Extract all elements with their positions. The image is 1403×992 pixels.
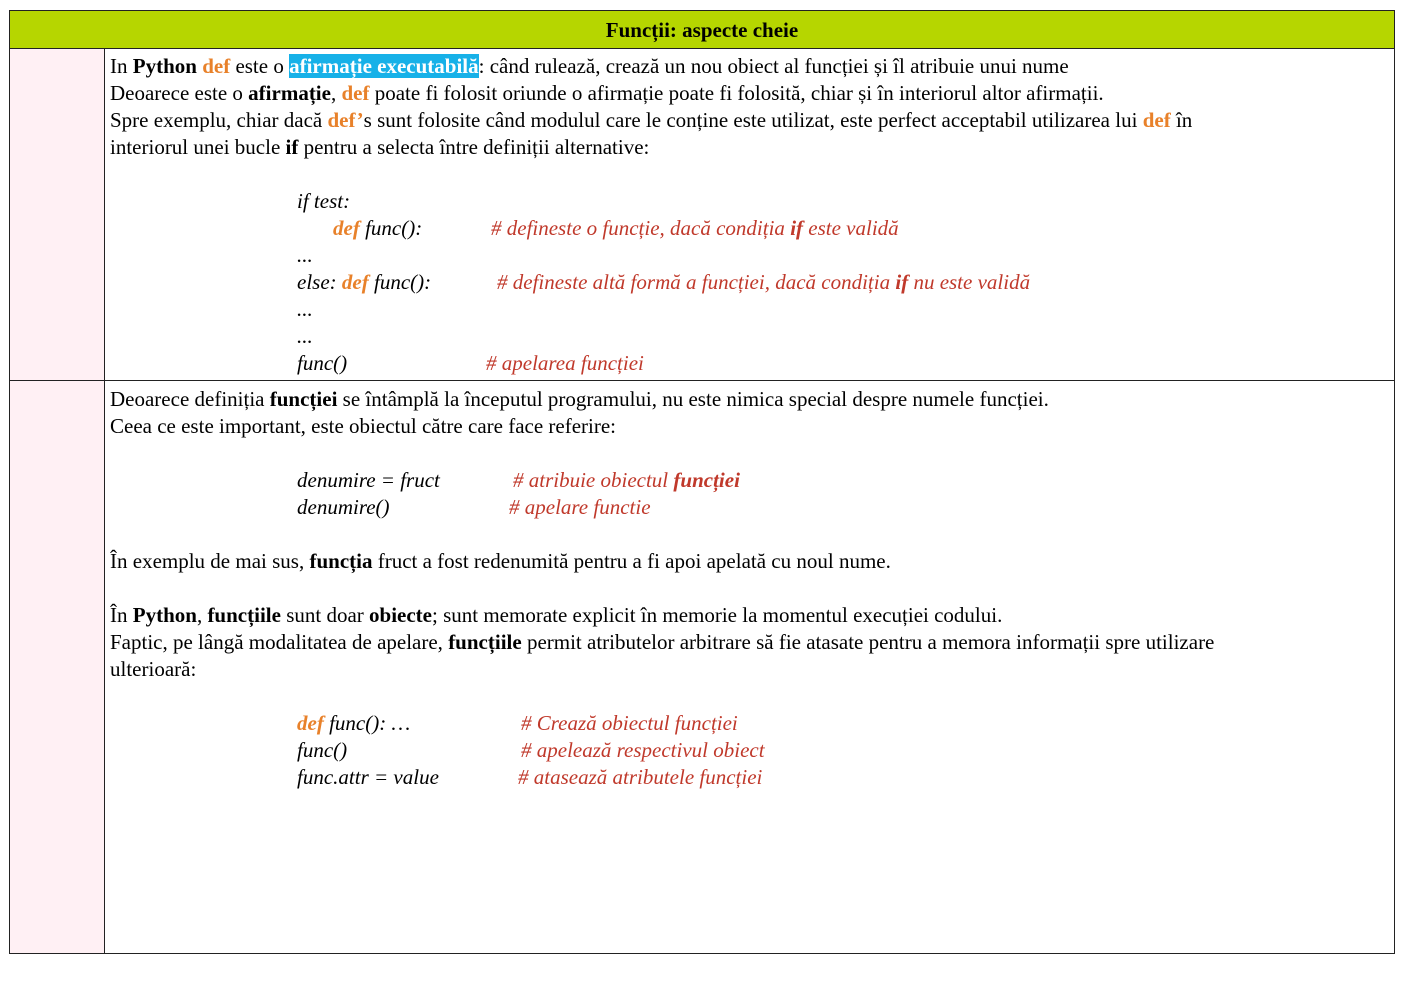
code-comment: # apelează respectivul obiect: [521, 738, 765, 762]
code-comment: # defineste o funcție, dacă condiția: [491, 216, 791, 240]
code-text: func():: [359, 216, 423, 240]
paragraph-line: [110, 53, 1384, 80]
text: pentru a selecta între definiții alternative:: [298, 135, 650, 159]
paragraph-line: [110, 602, 1384, 629]
highlighted-text: afirmație executabilă: [289, 54, 479, 78]
code-line: [110, 494, 1384, 521]
text: ,: [196, 603, 208, 627]
keyword-def: def: [333, 216, 360, 240]
code-comment: este validă: [803, 216, 899, 240]
paragraph-line: [110, 80, 1384, 107]
code-comment: # apelarea funcției: [486, 351, 644, 375]
content-cell: [110, 386, 1384, 791]
keyword-def: def: [1142, 108, 1171, 132]
code-text: denumire = fruct: [297, 468, 440, 492]
table-row-def-statement: [10, 49, 1394, 381]
code-text: func(): …: [323, 711, 411, 735]
code-text: func(): [297, 351, 348, 375]
code-comment: nu este validă: [908, 270, 1031, 294]
table-header: [10, 11, 1394, 49]
paragraph-line: [110, 629, 1384, 656]
code-line: [110, 215, 1384, 242]
text: fruct a fost redenumită pentru a fi apoi apelată cu noul nume.: [372, 549, 891, 573]
keyword-if: if: [790, 216, 804, 240]
code-text: else:: [297, 270, 342, 294]
text: : când rulează, crează un nou obiect al funcției și îl atribuie unui nume: [478, 54, 1069, 78]
code-line: [110, 296, 1384, 323]
text: interiorul unei bucle: [110, 135, 286, 159]
keyword-def: def: [202, 54, 231, 78]
bold-text: funcțiile: [207, 603, 281, 627]
bold-text: funcției: [269, 387, 338, 411]
code-line: [110, 710, 1384, 737]
code-comment: # defineste altă formă a funcției, dacă condiția: [497, 270, 896, 294]
bold-text: funcțiile: [448, 630, 522, 654]
code-line: [110, 350, 1384, 377]
paragraph-line: Ceea ce este important, este obiectul către care face referire:: [110, 414, 617, 438]
code-comment: # Crează obiectul funcției: [521, 711, 738, 735]
code-text: ...: [297, 297, 313, 321]
code-comment: # atribuie obiectul: [513, 468, 674, 492]
text: poate fi folosit oriunde o afirmație poate fi folosită, chiar și în interiorul altor afirmații.: [369, 81, 1104, 105]
paragraph-line: [110, 134, 1384, 161]
code-line: [110, 188, 1384, 215]
keyword-if: if: [895, 270, 909, 294]
text: Spre exemplu, chiar dacă: [110, 108, 328, 132]
paragraph-line: [110, 107, 1384, 134]
code-comment: # atasează atributele funcției: [518, 765, 763, 789]
paragraph-line: [110, 386, 1384, 413]
code-line: [110, 323, 1384, 350]
text: În exemplu de mai sus,: [110, 549, 310, 573]
row-marker-cell: [10, 381, 105, 953]
text: în: [1170, 108, 1193, 132]
code-line: [110, 242, 1384, 269]
code-comment: # apelare functie: [509, 495, 651, 519]
bold-text: Python: [132, 54, 197, 78]
code-text: func(): [297, 738, 348, 762]
code-text: if test:: [297, 189, 351, 213]
bold-text: Python: [132, 603, 197, 627]
code-text: ...: [297, 324, 313, 348]
text: sunt doar: [280, 603, 370, 627]
code-line: [110, 737, 1384, 764]
keyword-def: def: [341, 81, 370, 105]
keyword-def: def’: [327, 108, 364, 132]
row-marker-cell: [10, 49, 105, 380]
text: ; sunt memorate explicit în memorie la momentul execuției codului.: [432, 603, 1003, 627]
text: s sunt folosite când modulul care le conține este utilizat, este perfect acceptabil utilizarea lui: [363, 108, 1143, 132]
code-line: [110, 269, 1384, 296]
bold-text: obiecte: [369, 603, 432, 627]
text: permit atributelor arbitrare să fie atasate pentru a memora informații spre utilizare: [521, 630, 1215, 654]
code-line: [110, 467, 1384, 494]
bold-text: if: [285, 135, 299, 159]
table-title: Funcții: aspecte cheie: [605, 18, 799, 42]
code-line: [110, 764, 1384, 791]
bold-text: funcția: [309, 549, 373, 573]
paragraph-line: [110, 548, 1384, 575]
functions-table: [9, 10, 1395, 954]
table-row-function-objects: [10, 381, 1394, 953]
keyword-def: def: [341, 270, 369, 294]
code-text: ...: [297, 243, 313, 267]
code-text: denumire(): [297, 495, 390, 519]
code-comment-bold: funcției: [673, 468, 740, 492]
content-cell: [110, 53, 1384, 377]
bold-text: afirmație: [248, 81, 331, 105]
text: Faptic, pe lângă modalitatea de apelare,: [110, 630, 449, 654]
text: In: [110, 54, 133, 78]
text: ,: [330, 81, 342, 105]
keyword-def: def: [297, 711, 324, 735]
text: Deoarece definiția: [110, 387, 270, 411]
code-text: func():: [368, 270, 432, 294]
text: este o: [230, 54, 290, 78]
text: Deoarece este o: [110, 81, 249, 105]
paragraph-line: ulterioară:: [110, 657, 197, 681]
text: În: [110, 603, 133, 627]
text: se întâmplă la începutul programului, nu este nimica special despre numele funcției.: [337, 387, 1049, 411]
code-text: func.attr = value: [297, 765, 439, 789]
